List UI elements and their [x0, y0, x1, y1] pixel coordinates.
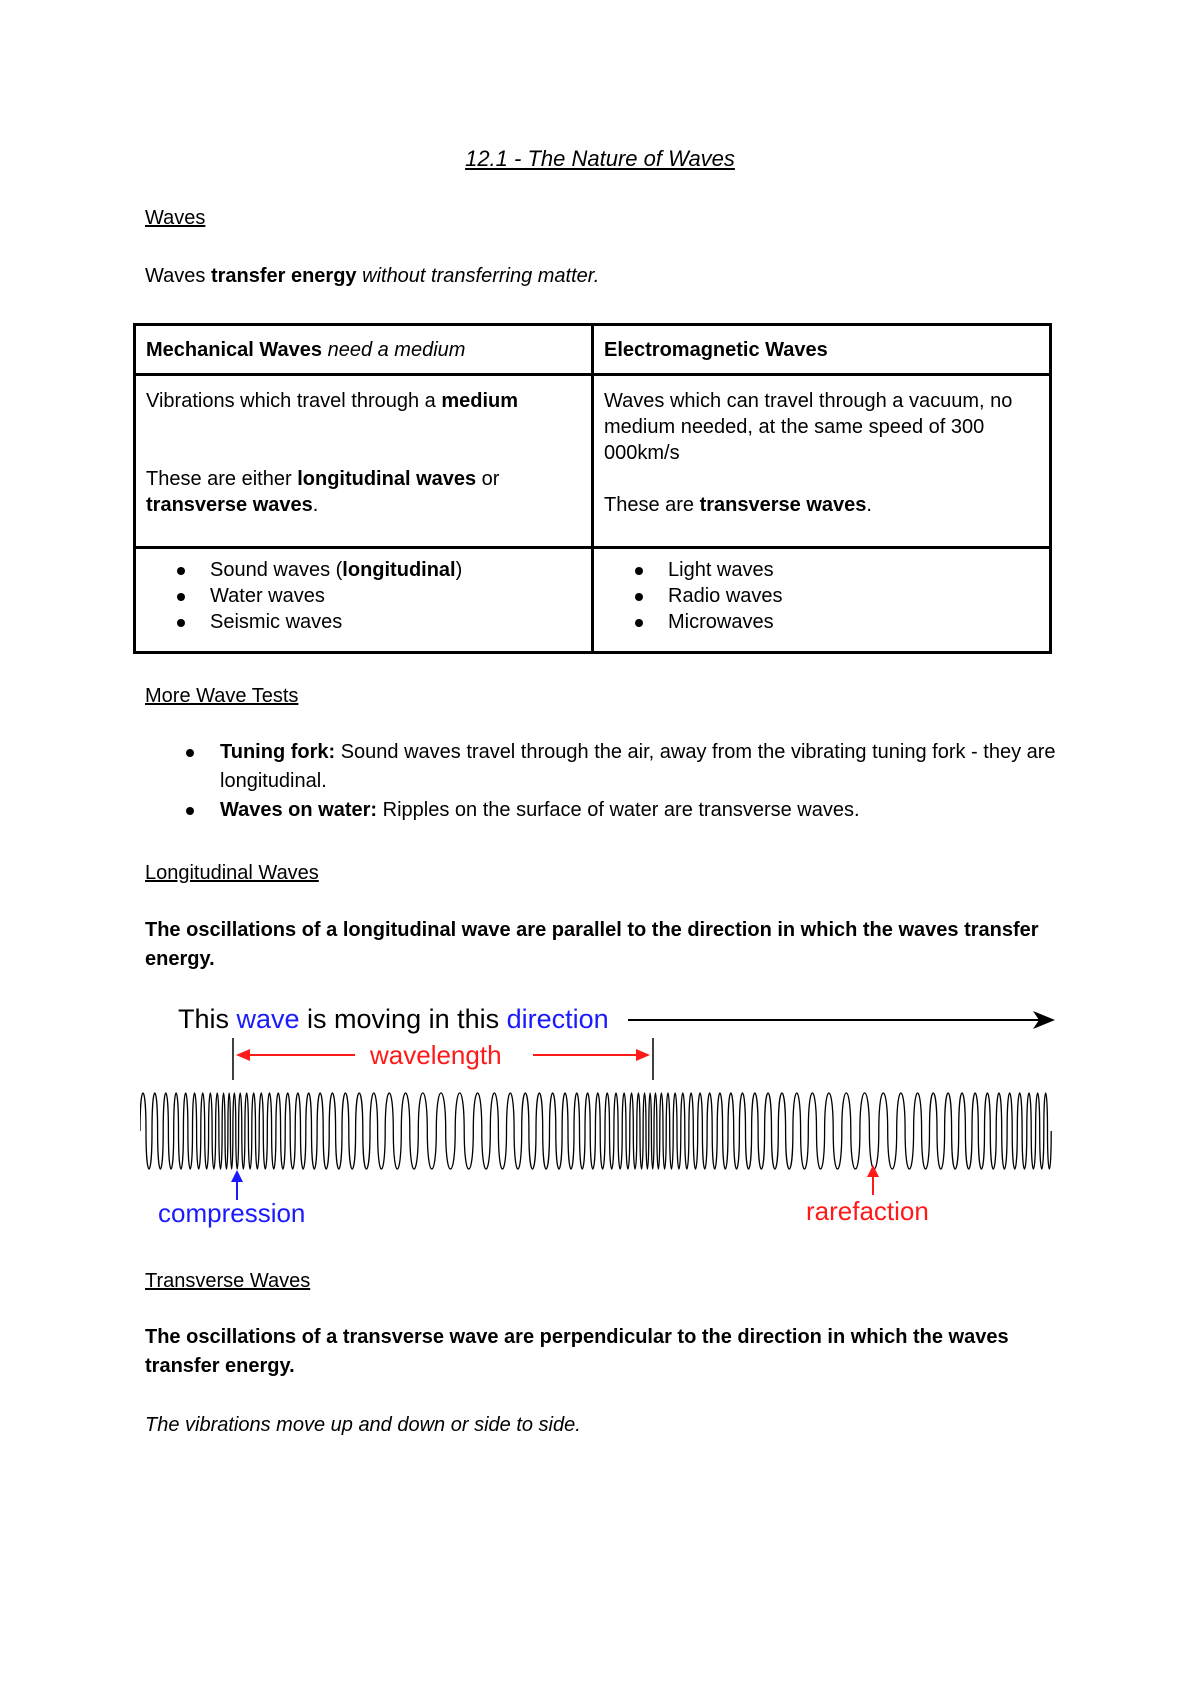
- table-description-row: [135, 375, 1051, 548]
- em-text-d: .: [866, 494, 872, 516]
- list-item: [210, 557, 581, 583]
- caption-part-4: direction: [506, 1004, 609, 1034]
- list-item-text: ): [455, 559, 463, 581]
- list-item-text: Sound waves travel through the air, away from the vibrating tuning fork - they are longitudinal.: [220, 741, 1056, 792]
- em-types-line: [604, 492, 1039, 518]
- wavelength-label: wavelength: [370, 1040, 502, 1070]
- list-item: [220, 796, 1140, 825]
- heading-waves: Waves: [145, 207, 206, 229]
- heading-transverse: Transverse Waves: [145, 1270, 311, 1292]
- diagram-caption: [178, 1004, 609, 1034]
- list-item: Light waves: [668, 557, 1039, 583]
- em-examples: [593, 548, 1051, 653]
- mech-text-e: or: [476, 468, 500, 490]
- em-example-list: [604, 557, 1039, 635]
- compression-label: compression: [158, 1198, 306, 1228]
- list-item: Radio waves: [668, 583, 1039, 609]
- mechanical-types-line: [146, 466, 581, 518]
- em-text-a: Waves which can travel through a vacuum, no medium needed, at the same speed of 300 000km/s: [604, 390, 1013, 464]
- list-item-bold: Tuning fork:: [220, 741, 336, 763]
- caption-part-1: This: [178, 1004, 237, 1034]
- wavelength-arrowhead-right-icon: [636, 1049, 650, 1061]
- waves-intro: [145, 263, 599, 289]
- longitudinal-wave-spring: [140, 1093, 1051, 1169]
- list-item: Microwaves: [668, 609, 1039, 635]
- list-item-text: Sound waves (: [210, 559, 343, 581]
- em-text-c: transverse waves: [699, 494, 867, 516]
- mechanical-example-list: [146, 557, 581, 635]
- list-item: [210, 609, 581, 635]
- waves-intro-c: without transferring matter.: [356, 265, 600, 287]
- list-item-text: Ripples on the surface of water are transverse waves.: [377, 799, 860, 821]
- caption-part-2: wave: [236, 1004, 300, 1034]
- longitudinal-definition: The oscillations of a longitudinal wave are parallel to the direction in which the waves transfer energy.: [145, 919, 1039, 970]
- longitudinal-wave-diagram: [140, 990, 1065, 1230]
- mechanical-examples: [135, 548, 593, 653]
- compression-arrowhead-icon: [231, 1170, 243, 1182]
- transverse-note: The vibrations move up and down or side to side.: [145, 1414, 581, 1436]
- waves-intro-b: transfer energy: [210, 265, 357, 287]
- wavelength-arrowhead-left-icon: [236, 1049, 250, 1061]
- mechanical-subtitle: need a medium: [322, 339, 466, 361]
- waves-intro-a: Waves: [145, 265, 211, 287]
- list-item-text: Water waves: [210, 585, 325, 607]
- table-examples-row: [135, 548, 1051, 653]
- mech-text-a: Vibrations which travel through a: [146, 390, 442, 412]
- heading-longitudinal: Longitudinal Waves: [145, 862, 319, 884]
- mechanical-description: [135, 375, 593, 548]
- mech-text-b: medium: [441, 390, 519, 412]
- mech-text-f: transverse waves: [146, 494, 313, 516]
- mechanical-desc-line: [146, 388, 581, 414]
- em-title: Electromagnetic Waves: [604, 339, 828, 361]
- rarefaction-label: rarefaction: [806, 1196, 929, 1226]
- caption-part-3: is moving in this: [299, 1004, 507, 1034]
- mech-text-g: .: [312, 494, 319, 516]
- table-header-row: [135, 325, 1051, 375]
- mech-text-c: These are either: [146, 468, 298, 490]
- em-header: [593, 325, 1051, 375]
- list-item-text: Seismic waves: [210, 611, 343, 633]
- transverse-definition: The oscillations of a transverse wave are perpendicular to the direction in which the waves transfer energy.: [145, 1326, 1009, 1377]
- list-item: [210, 583, 581, 609]
- more-tests-list: [145, 738, 1140, 825]
- list-item: [220, 738, 1140, 796]
- rarefaction-arrowhead-icon: [867, 1165, 879, 1177]
- em-description: [593, 375, 1051, 548]
- mechanical-title: Mechanical Waves: [146, 339, 323, 361]
- mech-text-d: longitudinal waves: [297, 468, 477, 490]
- page-title: 12.1 - The Nature of Waves: [465, 146, 735, 171]
- list-item-bold: Waves on water:: [220, 799, 378, 821]
- em-text-b: These are: [604, 494, 700, 516]
- wave-comparison-table: [133, 323, 1052, 654]
- mechanical-header: [135, 325, 593, 375]
- heading-more-tests: More Wave Tests: [145, 685, 299, 707]
- list-item-bold: longitudinal: [342, 559, 456, 581]
